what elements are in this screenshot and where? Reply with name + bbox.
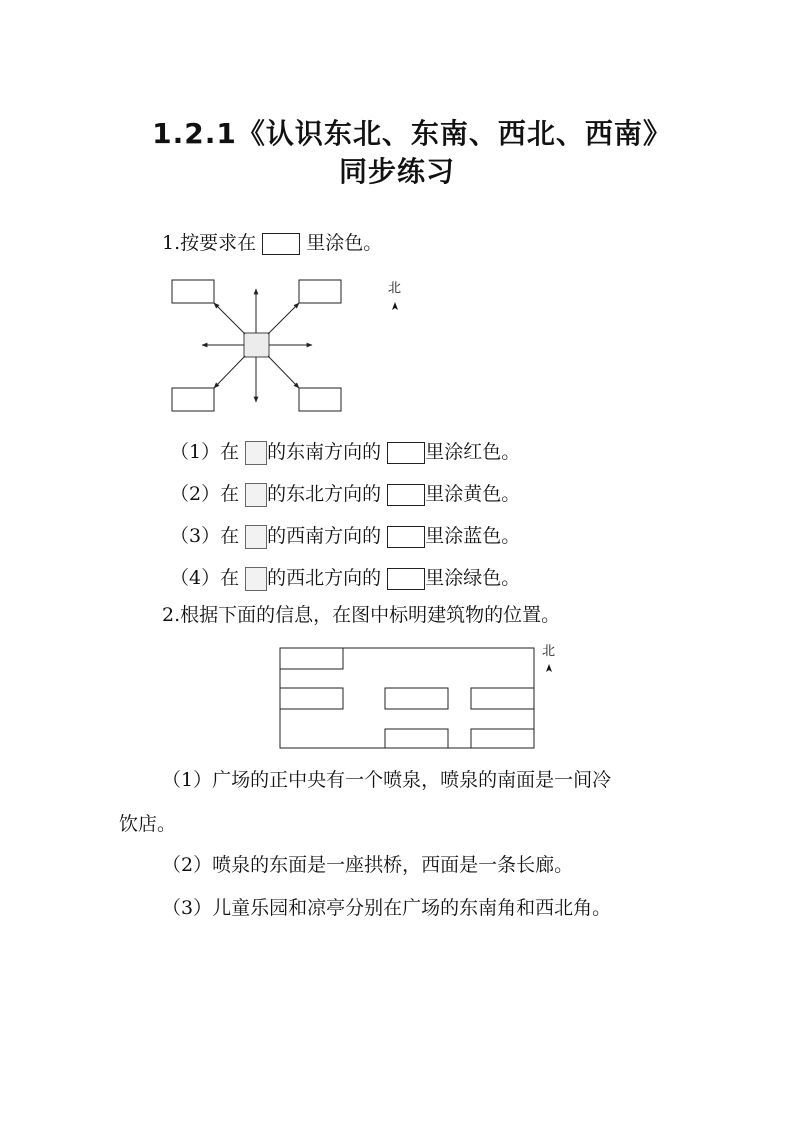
- center-square-icon: [245, 441, 267, 465]
- q1-item-num: （4）: [170, 567, 221, 589]
- q1-item-at: 在: [220, 483, 240, 505]
- center-square-icon: [245, 567, 267, 591]
- plaza-slot-south: [385, 729, 448, 748]
- box-northwest: [172, 280, 214, 303]
- plaza-slot-center: [385, 688, 448, 709]
- box-southeast: [299, 388, 341, 411]
- q1-item-tail: 里涂蓝色。: [425, 525, 521, 547]
- q2-item-3: （3）儿童乐园和凉亭分别在广场的东南角和西北角。: [162, 897, 612, 919]
- plaza-slot-west: [280, 688, 343, 709]
- q1-item-dir: 的西南方向的: [267, 525, 382, 547]
- answer-box-icon: [387, 484, 425, 506]
- q2-item-1-line2: 饮店。: [119, 813, 177, 835]
- q1-north-arrow-icon: [392, 302, 398, 310]
- q1-item-dir: 的东南方向的: [267, 441, 382, 463]
- q2-item-1-line1: （1）广场的正中央有一个喷泉，喷泉的南面是一间冷: [162, 769, 612, 791]
- center-square-icon: [245, 483, 267, 507]
- title-line-2: 同步练习: [338, 155, 455, 188]
- answer-box-icon: [387, 442, 425, 464]
- box-northeast: [299, 280, 341, 303]
- q1-item-num: （2）: [170, 483, 221, 505]
- answer-box-icon: [387, 526, 425, 548]
- q1-item-at: 在: [220, 525, 240, 547]
- q1-item-1: [170, 440, 520, 465]
- arrow-northeast: [268, 303, 299, 334]
- plaza-outline: [280, 648, 534, 748]
- arrow-southeast: [268, 356, 299, 388]
- q1-item-num: （3）: [170, 525, 221, 547]
- answer-box-sample: [262, 233, 300, 255]
- q1-prompt-after: 里涂色。: [306, 232, 383, 254]
- q1-prompt: [162, 231, 382, 255]
- plaza-slot-southeast: [471, 729, 534, 748]
- center-square: [244, 333, 269, 357]
- q1-item-tail: 里涂绿色。: [425, 567, 521, 589]
- center-square-icon: [245, 525, 267, 549]
- q1-north-label: 北: [388, 281, 402, 296]
- answer-box-icon: [387, 568, 425, 590]
- q1-item-at: 在: [220, 567, 240, 589]
- q1-item-tail: 里涂黄色。: [425, 483, 521, 505]
- q1-item-at: 在: [220, 441, 240, 463]
- q1-item-dir: 的东北方向的: [267, 483, 382, 505]
- q1-prompt-before: 1.按要求在: [162, 232, 257, 254]
- q2-prompt: 2.根据下面的信息，在图中标明建筑物的位置。: [162, 604, 561, 626]
- q1-item-2: [170, 482, 520, 507]
- arrow-northwest: [214, 303, 245, 334]
- arrow-southwest: [214, 356, 245, 388]
- q1-item-tail: 里涂红色。: [425, 441, 521, 463]
- box-southwest: [172, 388, 214, 411]
- plaza-slot-east: [471, 688, 534, 709]
- q1-item-3: [170, 524, 520, 549]
- q1-item-num: （1）: [170, 441, 221, 463]
- plaza-slot-northwest: [280, 648, 343, 669]
- q2-north-arrow-icon: [546, 664, 552, 672]
- q1-item-dir: 的西北方向的: [267, 567, 382, 589]
- q2-item-2: （2）喷泉的东面是一座拱桥，西面是一条长廊。: [162, 854, 574, 876]
- q2-north-label: 北: [542, 644, 556, 659]
- q1-item-4: [170, 566, 520, 591]
- title-line-1: 1.2.1《认识东北、东南、西北、西南》: [152, 117, 672, 150]
